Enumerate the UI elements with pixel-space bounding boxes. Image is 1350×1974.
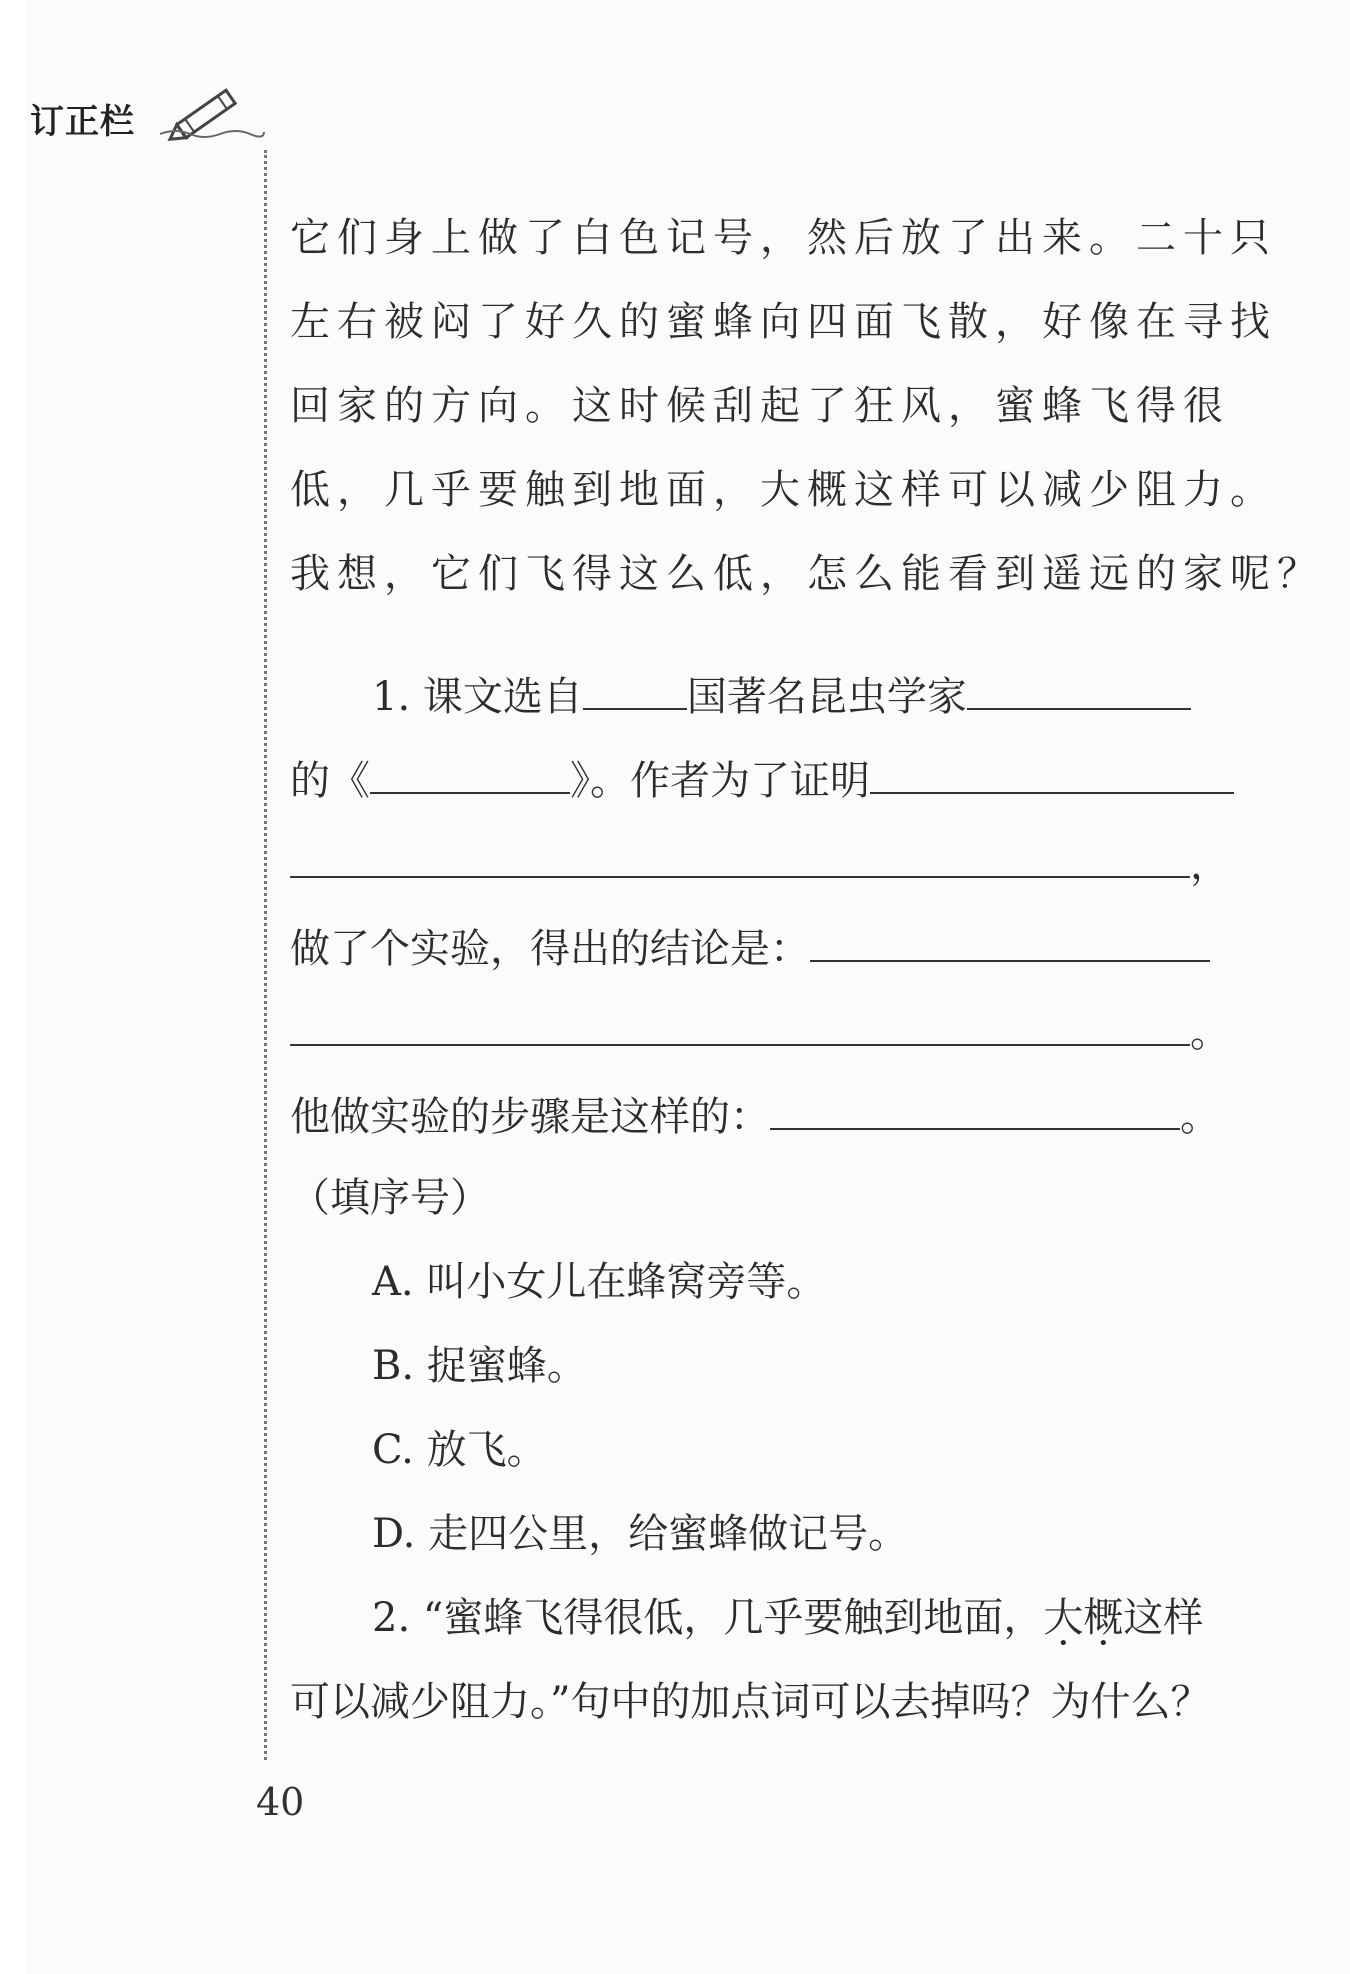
purpose-continued-blank[interactable] [290,832,1190,878]
option-b: B. 捉蜜蜂。 [372,1343,587,1389]
margin-dotted-rule [264,150,267,1760]
passage-line: 左右被闷了好久的蜜蜂向四面飞散，好像在寻找 [290,299,1277,345]
page-number: 40 [256,1780,305,1824]
passage-line: 它们身上做了白色记号，然后放了出来。二十只 [290,215,1277,261]
steps-order-blank[interactable] [770,1084,1180,1130]
question-1-line-6: 他做实验的步骤是这样的： 。 [290,1084,1220,1147]
conclusion-blank[interactable] [810,916,1210,962]
question-1-line-5: 。 [290,1000,1220,1063]
passage-line: 回家的方向。这时候刮起了狂风，蜜蜂飞得很 [290,383,1230,429]
pencil-icon [156,84,266,144]
reading-passage [290,196,1324,616]
question-1-line-1: 1. 课文选自 国著名昆虫学家 [290,664,1220,727]
emphasized-char: 大 [1043,1595,1084,1641]
book-title-blank[interactable] [370,748,570,794]
country-blank[interactable] [583,664,687,710]
option-a: A. 叫小女儿在蜂窝旁等。 [372,1259,827,1305]
conclusion-continued-blank[interactable] [290,1000,1190,1046]
option-d: D. 走四公里，给蜜蜂做记号。 [372,1511,909,1557]
purpose-blank[interactable] [870,748,1234,794]
emphasized-char: 概 [1083,1595,1124,1641]
fill-number-note: （填序号） [290,1175,490,1221]
question-1-line-2: 的《 》。作者为了证明 [290,748,1220,811]
question-1-line-4: 做了个实验，得出的结论是： [290,916,1220,979]
option-c: C. 放飞。 [372,1427,547,1473]
question-2-line-1: 2. “蜜蜂飞得很低，几乎要触到地面，大概这样 [372,1595,1204,1641]
correction-column-header: 订正栏 [30,102,135,142]
question-1-line-3: ， [290,832,1220,895]
passage-line: 我想，它们飞得这么低，怎么能看到遥远的家呢？ [290,551,1324,597]
passage-line: 低，几乎要触到地面，大概这样可以减少阻力。 [290,467,1277,513]
question-2-line-2: 可以减少阻力。”句中的加点词可以去掉吗？为什么？ [290,1679,1211,1725]
scientist-name-blank[interactable] [967,664,1191,710]
